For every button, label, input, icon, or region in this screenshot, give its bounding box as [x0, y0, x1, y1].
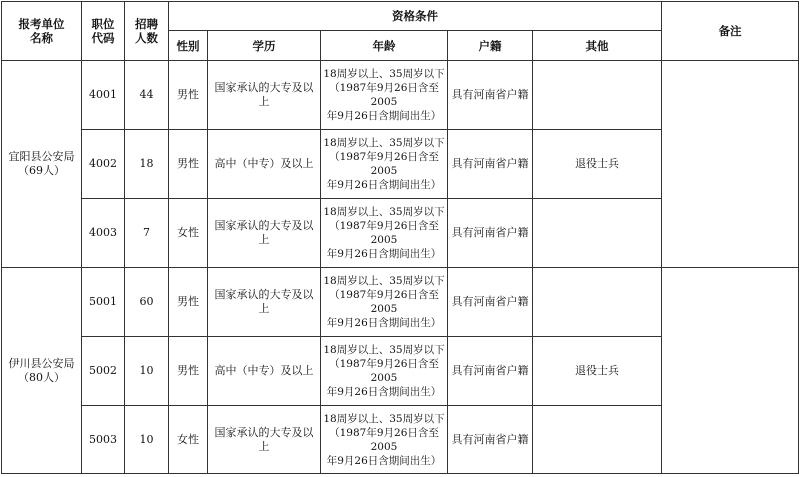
remarks-cell — [662, 61, 799, 268]
age-line: 18周岁以上、35周岁以下 — [323, 206, 445, 218]
gender-cell: 男性 — [169, 337, 208, 406]
unit-cell — [2, 61, 82, 268]
gender-cell: 男性 — [169, 61, 208, 130]
headcount: 44 — [125, 61, 169, 130]
gender-cell: 女性 — [169, 406, 208, 474]
age-line: （1987年9月26日含至2005 — [329, 289, 439, 315]
header-unit-line-2: 名称 — [30, 31, 53, 45]
header-remarks: 备注 — [662, 2, 799, 61]
age-line: 年9月26日含期间出生） — [326, 454, 442, 467]
recruitment-table — [1, 1, 799, 474]
headcount: 7 — [125, 199, 169, 268]
education-cell: 国家承认的大专及以上 — [208, 199, 321, 268]
other-cell: 退役士兵 — [533, 130, 662, 199]
header-code — [82, 2, 125, 61]
age-line: （1987年9月26日含至2005 — [329, 82, 439, 108]
household-cell: 具有河南省户籍 — [448, 337, 533, 406]
header-code-line-2: 代码 — [91, 31, 115, 45]
table-row — [2, 268, 799, 337]
other-cell — [533, 406, 662, 474]
age-line: 年9月26日含期间出生） — [326, 317, 442, 329]
position-code: 5003 — [82, 406, 125, 474]
age-line: 年9月26日含期间出生） — [326, 110, 442, 122]
age-line: 18周岁以上、35周岁以下 — [323, 412, 445, 425]
age-line: 18周岁以上、35周岁以下 — [323, 137, 445, 149]
remarks-cell — [662, 268, 799, 474]
gender-cell: 女性 — [169, 199, 208, 268]
unit-cell — [2, 268, 82, 474]
header-education: 学历 — [208, 31, 321, 61]
age-line: 18周岁以上、35周岁以下 — [323, 344, 445, 356]
age-line: 年9月26日含期间出生） — [326, 386, 442, 398]
age-line: （1987年9月26日含至2005 — [329, 426, 439, 453]
header-unit-line-1: 报考单位 — [18, 17, 65, 31]
other-cell: 退役士兵 — [533, 337, 662, 406]
age-line: （1987年9月26日含至2005 — [329, 220, 439, 246]
header-row-1 — [2, 2, 799, 31]
age-cell — [321, 337, 448, 406]
age-line: 18周岁以上、35周岁以下 — [323, 275, 445, 287]
other-cell — [533, 268, 662, 337]
header-qualifications: 资格条件 — [169, 2, 662, 31]
age-line: 18周岁以上、35周岁以下 — [323, 68, 445, 80]
header-household: 户籍 — [448, 31, 533, 61]
age-line: （1987年9月26日含至2005 — [329, 358, 439, 384]
position-code: 5002 — [82, 337, 125, 406]
header-count-line-1: 招聘 — [135, 17, 158, 31]
age-cell — [321, 61, 448, 130]
position-code: 4003 — [82, 199, 125, 268]
header-code-line-1: 职位 — [91, 17, 115, 31]
other-cell — [533, 199, 662, 268]
position-code: 5001 — [82, 268, 125, 337]
education-cell: 国家承认的大专及以上 — [208, 406, 321, 474]
education-cell: 高中（中专）及以上 — [208, 130, 321, 199]
unit-name: 宜阳县公安局 — [8, 150, 75, 163]
age-cell — [321, 130, 448, 199]
headcount: 18 — [125, 130, 169, 199]
gender-cell: 男性 — [169, 130, 208, 199]
position-code: 4002 — [82, 130, 125, 199]
unit-name: 伊川县公安局 — [8, 356, 75, 370]
gender-cell: 男性 — [169, 268, 208, 337]
header-other: 其他 — [533, 31, 662, 61]
header-age: 年龄 — [321, 31, 448, 61]
position-code: 4001 — [82, 61, 125, 130]
header-unit — [2, 2, 82, 61]
education-cell: 国家承认的大专及以上 — [208, 61, 321, 130]
household-cell: 具有河南省户籍 — [448, 268, 533, 337]
unit-total: （69人） — [18, 164, 65, 177]
education-cell: 高中（中专）及以上 — [208, 337, 321, 406]
header-gender: 性别 — [169, 31, 208, 61]
headcount: 60 — [125, 268, 169, 337]
household-cell: 具有河南省户籍 — [448, 130, 533, 199]
household-cell: 具有河南省户籍 — [448, 199, 533, 268]
education-cell: 国家承认的大专及以上 — [208, 268, 321, 337]
headcount: 10 — [125, 337, 169, 406]
age-cell — [321, 199, 448, 268]
header-count — [125, 2, 169, 61]
headcount: 10 — [125, 406, 169, 474]
unit-total: （80人） — [18, 370, 65, 384]
age-cell — [321, 406, 448, 474]
age-line: 年9月26日含期间出生） — [326, 248, 442, 260]
table-row — [2, 61, 799, 130]
other-cell — [533, 61, 662, 130]
household-cell: 具有河南省户籍 — [448, 61, 533, 130]
household-cell: 具有河南省户籍 — [448, 406, 533, 474]
age-line: 年9月26日含期间出生） — [326, 179, 442, 191]
age-line: （1987年9月26日含至2005 — [329, 151, 439, 177]
age-cell — [321, 268, 448, 337]
header-count-line-2: 人数 — [135, 31, 158, 45]
